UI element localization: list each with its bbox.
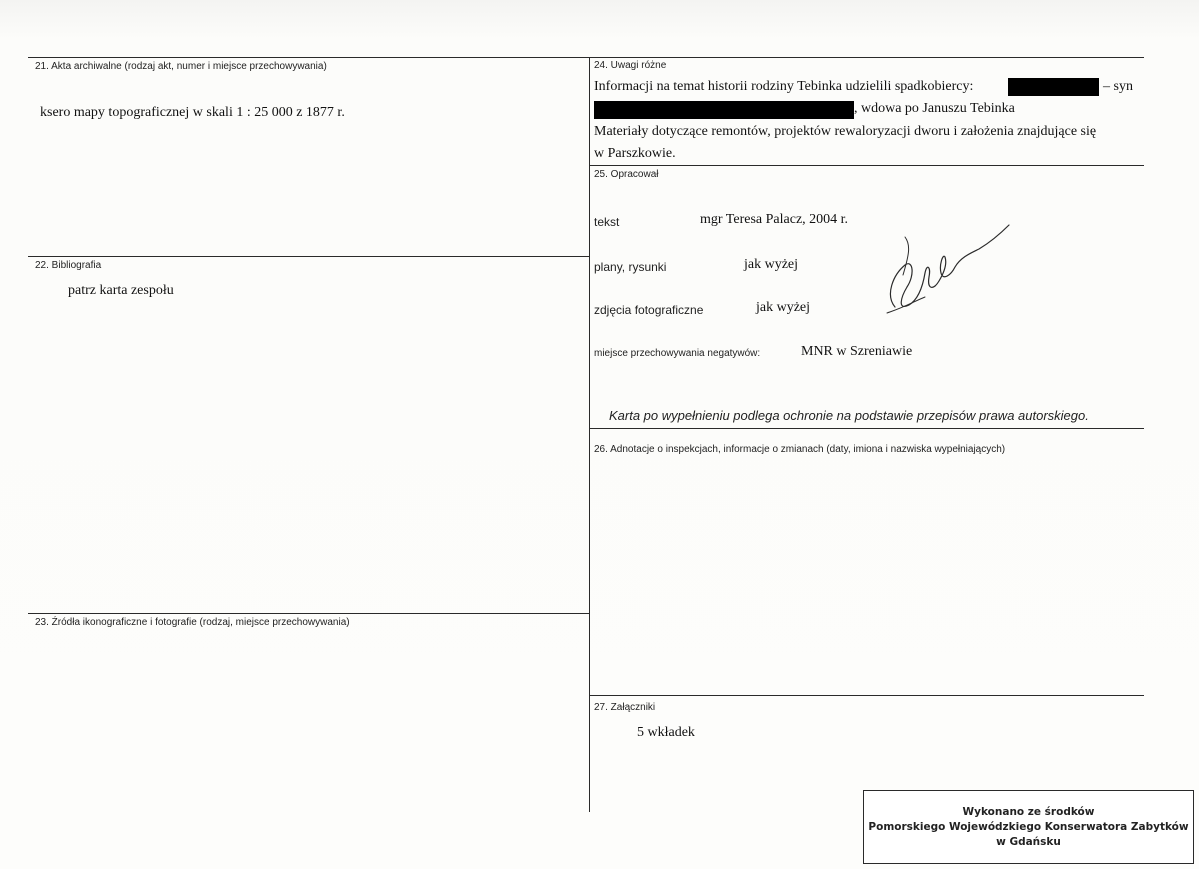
section-21-content: ksero mapy topograficznej w skali 1 : 25 000 z 1877 r.: [40, 105, 345, 120]
opracowal-row-key: plany, rysunki: [594, 260, 667, 274]
section-21-label: 21. Akta archiwalne (rodzaj akt, numer i miejsce przechowywania): [35, 61, 327, 72]
rule-24-25: [589, 165, 1144, 166]
rule-21-22: [28, 256, 589, 257]
funding-note-box: [863, 790, 1194, 864]
section-25-label: 25. Opracował: [594, 169, 659, 180]
section-27-label: 27. Załączniki: [594, 702, 656, 713]
section-24-line1-end: – syn: [1103, 79, 1133, 94]
opracowal-row-value: jak wyżej: [756, 300, 811, 315]
section-24-line2: , wdowa po Januszu Tebinka: [854, 101, 1015, 116]
opracowal-row-key: miejsce przechowywania negatywów:: [594, 348, 761, 359]
funding-line-1: Wykonano ze środków: [962, 805, 1095, 818]
rule-22-23: [28, 613, 589, 614]
section-22-label: 22. Bibliografia: [35, 260, 102, 271]
section-27-content: 5 wkładek: [637, 725, 695, 740]
rule-26-27: [589, 695, 1144, 696]
redaction-bar-2: [594, 101, 854, 119]
opracowal-row-value: mgr Teresa Palacz, 2004 r.: [700, 212, 849, 227]
opracowal-row-key: tekst: [594, 215, 620, 229]
center-divider: [589, 57, 590, 812]
section-23-label: 23. Źródła ikonograficzne i fotografie (rodzaj, miejsce przechowywania): [35, 617, 350, 628]
section-26-label: 26. Adnotacje o inspekcjach, informacje o zmianach (daty, imiona i nazwiska wypełniających): [594, 444, 1006, 455]
redaction-bar-1: [1008, 78, 1099, 96]
section-24-label: 24. Uwagi różne: [594, 60, 667, 71]
handwritten-signature: [875, 215, 1015, 325]
opracowal-row-value: jak wyżej: [744, 257, 799, 272]
top-rule: [28, 57, 1144, 58]
funding-line-3: w Gdańsku: [996, 835, 1061, 848]
section-24-line4: w Parszkowie.: [594, 146, 676, 161]
rule-25-26: [589, 428, 1144, 429]
opracowal-row-value: MNR w Szreniawie: [801, 344, 913, 359]
section-22-content: patrz karta zespołu: [68, 283, 174, 298]
copyright-notice: Karta po wypełnieniu podlega ochronie na podstawie przepisów prawa autorskiego.: [609, 408, 1089, 423]
opracowal-row-key: zdjęcia fotograficzne: [594, 303, 704, 317]
section-24-line3: Materiały dotyczące remontów, projektów rewaloryzacji dworu i założenia znajdujące się: [594, 124, 1097, 139]
section-24-line1: Informacji na temat historii rodziny Tebinka udzielili spadkobiercy:: [594, 79, 974, 94]
funding-line-2: Pomorskiego Wojewódzkiego Konserwatora Zabytków: [868, 820, 1189, 833]
